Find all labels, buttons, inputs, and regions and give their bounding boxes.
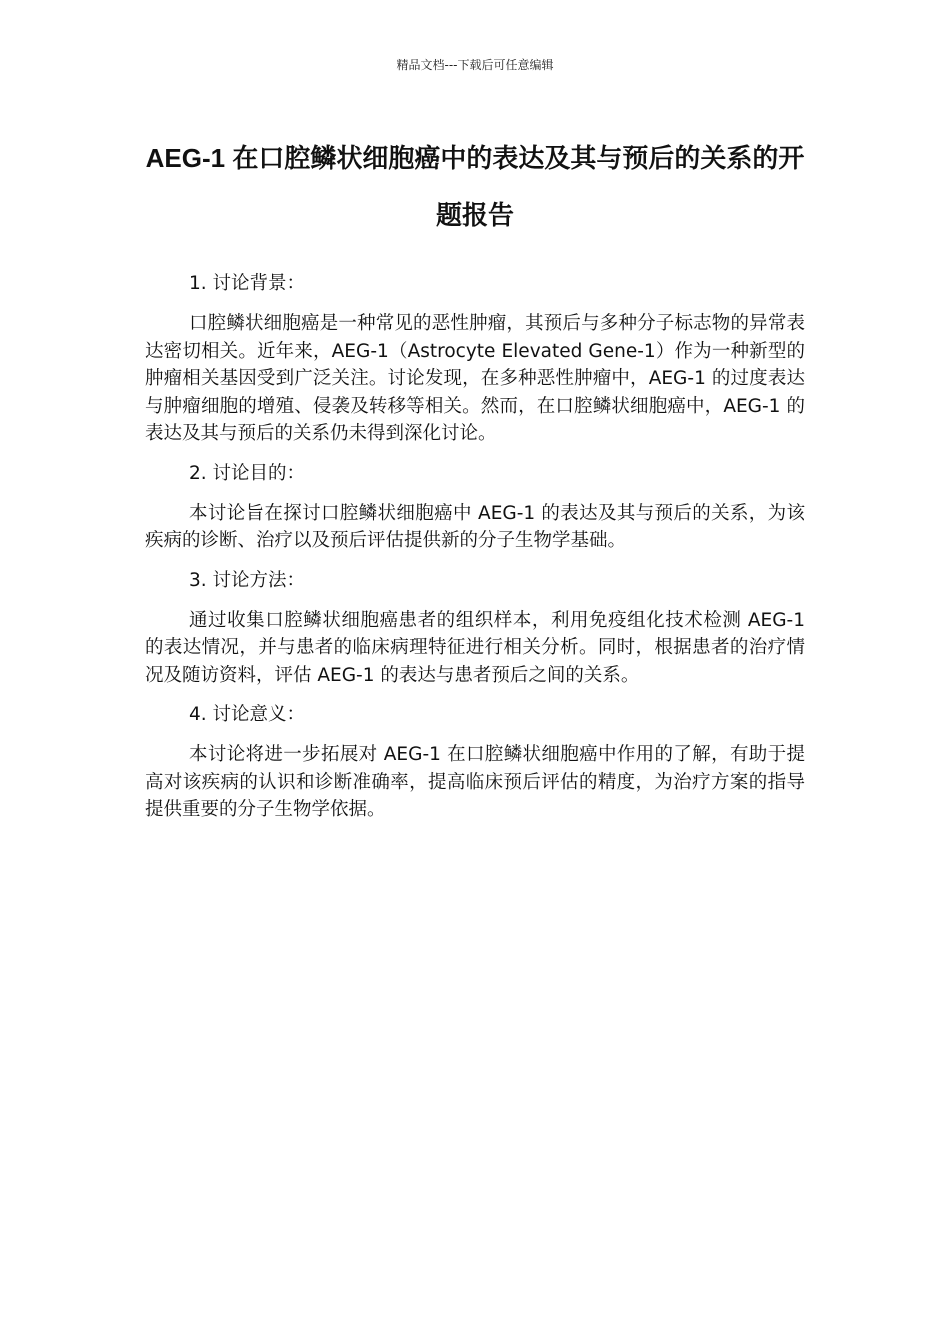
document-body bbox=[145, 270, 805, 836]
page-header: 精品文档---下载后可任意编辑 bbox=[396, 58, 554, 72]
section-paragraph-background: 口腔鳞状细胞癌是一种常见的恶性肿瘤，其预后与多种分子标志物的异常表达密切相关。近年来，AEG-1（Astrocyte Elevated Gene-1）作为一种新型的肿瘤相关基因受到广泛关注。讨论发现，在多种恶性肿瘤中，AEG-1 的过度表达与肿瘤细胞的增殖、侵袭及转移等相关。然而，在口腔鳞状细胞癌中，AEG-1 的表达及其与预后的关系仍未得到深化讨论。 bbox=[145, 313, 805, 444]
section-heading-background: 1. 讨论背景： bbox=[189, 273, 306, 294]
section-heading-purpose: 2. 讨论目的： bbox=[189, 462, 306, 484]
section-heading-methods: 3. 讨论方法： bbox=[189, 569, 306, 591]
document-title: AEG-1 在口腔鳞状细胞癌中的表达及其与预后的关系的开题报告 bbox=[145, 143, 805, 230]
section-paragraph-significance: 本讨论将进一步拓展对 AEG-1 在口腔鳞状细胞癌中作用的了解，有助于提高对该疾病的认识和诊断准确率，提高临床预后评估的精度，为治疗方案的指导提供重要的分子生物学依据。 bbox=[145, 744, 805, 820]
section-paragraph-methods: 通过收集口腔鳞状细胞癌患者的组织样本，利用免疫组化技术检测 AEG-1 的表达情况，并与患者的临床病理特征进行相关分析。同时，根据患者的治疗情况及随访资料，评估 AEG-1 的表达与患者预后之间的关系。 bbox=[145, 609, 805, 686]
section-heading-significance: 4. 讨论意义： bbox=[189, 704, 306, 725]
section-paragraph-purpose: 本讨论旨在探讨口腔鳞状细胞癌中 AEG-1 的表达及其与预后的关系，为该疾病的诊断、治疗以及预后评估提供新的分子生物学基础。 bbox=[145, 502, 805, 551]
